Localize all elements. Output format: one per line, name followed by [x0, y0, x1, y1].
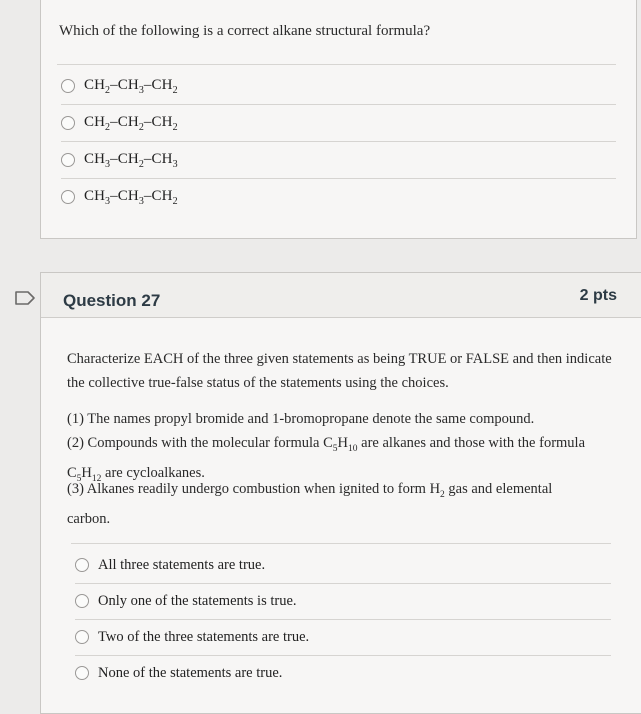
answer-option[interactable]	[75, 583, 611, 620]
radio-button[interactable]	[61, 153, 75, 167]
answer-label: None of the statements are true.	[98, 664, 283, 681]
question-title: Question 27	[63, 291, 161, 310]
statement-1: (1) The names propyl bromide and 1-bromopropane denote the same compound.	[67, 411, 535, 427]
question-27-card	[40, 272, 641, 714]
radio-button[interactable]	[61, 79, 75, 93]
answer-label: Two of the three statements are true.	[98, 628, 310, 645]
answer-option[interactable]	[61, 68, 616, 105]
answer-label: All three statements are true.	[98, 556, 266, 573]
answer-option[interactable]	[61, 105, 616, 142]
answer-label: Only one of the statements is true.	[98, 592, 297, 609]
answer-option[interactable]	[75, 547, 611, 584]
radio-button[interactable]	[75, 594, 89, 608]
statement-3: (3) Alkanes readily undergo combustion when ignited to form $H_2$ gas and elemental carbon.	[67, 481, 553, 527]
question-points: 2 pts	[579, 287, 617, 304]
answer-label: $CH_3-CH_2-CH_3$	[84, 150, 178, 170]
radio-button[interactable]	[75, 630, 89, 644]
radio-button[interactable]	[61, 190, 75, 204]
answer-option[interactable]	[61, 179, 616, 215]
answer-label: $CH_3-CH_3-CH_2$	[84, 187, 178, 207]
radio-button[interactable]	[75, 558, 89, 572]
answer-option[interactable]	[75, 619, 611, 656]
question-header	[41, 273, 641, 318]
question-text: Which of the following is a correct alkane structural formula?	[59, 23, 431, 39]
answer-option[interactable]	[61, 142, 616, 179]
flag-question-icon[interactable]	[14, 290, 36, 306]
radio-button[interactable]	[61, 116, 75, 130]
divider	[57, 64, 616, 65]
statement-2: (2) Compounds with the molecular formula $C_5H_{10}$ are alkanes and those with the formula $C_5H_{12}$ are cycloalkanes.	[67, 435, 586, 484]
radio-button[interactable]	[75, 666, 89, 680]
question-intro: Characterize EACH of the three given statements as being TRUE or FALSE and then indicate the collective true-false status of the statements using the choices.	[67, 351, 612, 391]
answer-label: $CH_2-CH_2-CH_2$	[84, 113, 178, 133]
previous-question-card	[40, 0, 637, 239]
answer-option[interactable]	[75, 655, 611, 691]
divider	[71, 543, 611, 544]
answer-label: $CH_2-CH_3-CH_2$	[84, 76, 178, 96]
